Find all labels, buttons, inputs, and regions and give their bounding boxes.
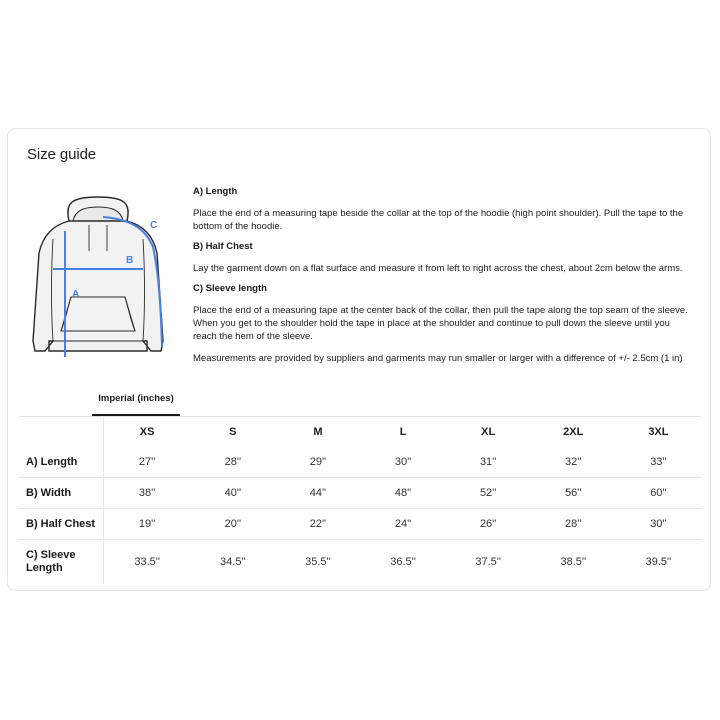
table-cell: 34.5'' bbox=[220, 556, 246, 568]
measurement-note: Measurements are provided by suppliers and garments may run smaller or larger with a difference of +/- 2.5cm (1 in) bbox=[193, 353, 683, 364]
section-text-sleeve: Place the end of a measuring tape at the center back of the collar, then pull the tape along the top seam of the sleeve. When you get to the shoulder hold the tape in place at the shoulder and continue to pull down the sleeve until you reach the hem of the sleeve. bbox=[193, 305, 688, 342]
table-cell: 33.5'' bbox=[134, 556, 160, 568]
page-title: Size guide bbox=[27, 146, 97, 163]
table-cell: 20'' bbox=[224, 518, 242, 530]
unit-tabs bbox=[19, 393, 701, 417]
column-header: XL bbox=[481, 426, 496, 438]
row-label: B) Width bbox=[19, 478, 104, 509]
table-cell: 40'' bbox=[224, 487, 242, 499]
table-cell: 24'' bbox=[394, 518, 412, 530]
table-cell: 28'' bbox=[224, 456, 242, 468]
table-cell: 37.5'' bbox=[475, 556, 501, 568]
column-header: XS bbox=[139, 426, 155, 438]
table-cell: 56'' bbox=[565, 487, 582, 499]
table-cell: 31'' bbox=[479, 456, 497, 468]
table-cell: 30'' bbox=[394, 456, 412, 468]
table-cell: 52'' bbox=[479, 487, 497, 499]
table-cell: 38'' bbox=[138, 487, 156, 499]
column-header: L bbox=[399, 426, 407, 438]
table-row bbox=[19, 447, 701, 478]
size-table bbox=[19, 417, 701, 584]
table-cell: 30'' bbox=[650, 518, 667, 530]
section-heading-length: A) Length bbox=[193, 186, 238, 197]
table-cell: 26'' bbox=[479, 518, 497, 530]
column-header: M bbox=[313, 426, 323, 438]
hoodie-diagram-icon bbox=[23, 191, 173, 369]
column-header: 2XL bbox=[563, 426, 584, 438]
table-cell: 29'' bbox=[309, 456, 327, 468]
diagram-label-c: C bbox=[150, 220, 158, 231]
table-cell: 19'' bbox=[138, 518, 156, 530]
column-header: 3XL bbox=[648, 426, 669, 438]
table-header-row bbox=[19, 417, 701, 447]
row-label: A) Length bbox=[19, 447, 104, 478]
column-header: S bbox=[229, 426, 237, 438]
section-text-length: Place the end of a measuring tape beside the collar at the top of the hoodie (high point shoulder). Pull the tape to the bottom of the hoodie. bbox=[193, 208, 684, 232]
table-cell: 27'' bbox=[138, 456, 156, 468]
section-heading-sleeve: C) Sleeve length bbox=[193, 283, 267, 294]
table-cell: 48'' bbox=[394, 487, 412, 499]
size-guide-card bbox=[7, 128, 711, 591]
table-cell: 60'' bbox=[650, 487, 667, 499]
table-cell: 33'' bbox=[650, 456, 667, 468]
table-cell: 36.5'' bbox=[390, 556, 416, 568]
table-cell: 28'' bbox=[565, 518, 582, 530]
table-corner bbox=[19, 417, 104, 447]
row-label: C) Sleeve Length bbox=[19, 540, 104, 585]
table-cell: 22'' bbox=[309, 518, 327, 530]
table-cell: 32'' bbox=[565, 456, 582, 468]
section-heading-half-chest: B) Half Chest bbox=[193, 241, 253, 252]
section-text-half-chest: Lay the garment down on a flat surface and measure it from left to right across the chest, about 2cm below the arms. bbox=[193, 263, 683, 274]
tab-imperial[interactable]: Imperial (inches) bbox=[92, 393, 180, 416]
diagram-label-a: A bbox=[72, 289, 80, 300]
table-row bbox=[19, 509, 701, 540]
table-cell: 39.5'' bbox=[645, 556, 672, 568]
row-label: B) Half Chest bbox=[19, 509, 104, 540]
table-row bbox=[19, 478, 701, 509]
diagram-label-b: B bbox=[126, 255, 134, 266]
table-cell: 35.5'' bbox=[305, 556, 331, 568]
table-cell: 44'' bbox=[309, 487, 327, 499]
table-cell: 38.5'' bbox=[560, 556, 587, 568]
table-row bbox=[19, 540, 701, 585]
measurement-instructions bbox=[193, 185, 693, 365]
